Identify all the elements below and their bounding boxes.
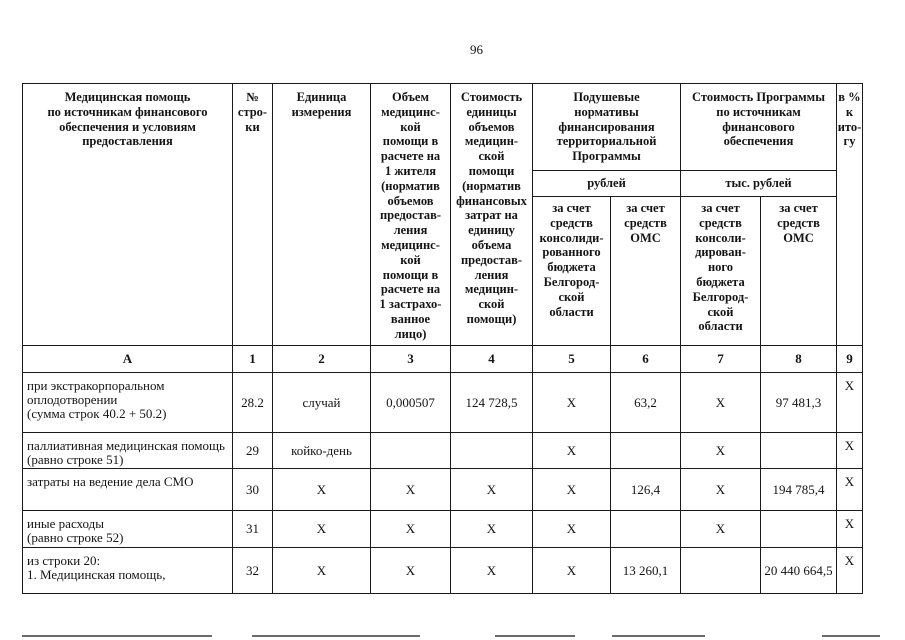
header-volume: Объем медицинс- кой помощи в расчете на 1 жителя (норматив объемов предостав- ления медицинс- кой помощи в расчете на 1 застрахо- ванное лицо) bbox=[371, 84, 451, 346]
row-per-capita-budget: Х bbox=[533, 511, 611, 548]
column-number-row bbox=[23, 346, 863, 373]
scan-edge-line bbox=[822, 635, 880, 637]
header-program-cost: Стоимость Программы по источникам финансового обеспечения bbox=[681, 84, 837, 171]
row-percent-total: Х bbox=[837, 511, 863, 548]
header-program-cost-unit: тыс. рублей bbox=[681, 171, 837, 197]
header-line-number: № стро- ки bbox=[233, 84, 273, 346]
row-label: паллиативная медицинская помощь (равно строке 51) bbox=[23, 433, 233, 469]
row-line-number: 32 bbox=[233, 548, 273, 594]
row-percent-total: Х bbox=[837, 548, 863, 594]
row-cost-oms: 20 440 664,5 bbox=[761, 548, 837, 594]
header-care-type: Медицинская помощь по источникам финансового обеспечения и условиям предоставления bbox=[23, 84, 233, 346]
header-per-capita-oms: за счет средств ОМС bbox=[611, 197, 681, 346]
page-number: 96 bbox=[470, 42, 483, 57]
row-per-capita-oms: 13 260,1 bbox=[611, 548, 681, 594]
row-unit: случай bbox=[273, 373, 371, 433]
financing-table bbox=[22, 83, 863, 594]
row-per-capita-oms bbox=[611, 433, 681, 469]
row-cost-budget: Х bbox=[681, 469, 761, 511]
row-unit: койко-день bbox=[273, 433, 371, 469]
column-number: 9 bbox=[837, 346, 863, 373]
row-volume bbox=[371, 433, 451, 469]
header-row bbox=[23, 84, 863, 171]
table-row bbox=[23, 373, 863, 433]
row-label: при экстракорпоральном оплодотворении (сумма строк 40.2 + 50.2) bbox=[23, 373, 233, 433]
row-volume: Х bbox=[371, 548, 451, 594]
header-per-capita: Подушевые нормативы финансирования территориальной Программы bbox=[533, 84, 681, 171]
table-row bbox=[23, 469, 863, 511]
row-cost-budget: Х bbox=[681, 373, 761, 433]
row-label: затраты на ведение дела СМО bbox=[23, 469, 233, 511]
row-cost-budget bbox=[681, 548, 761, 594]
row-line-number: 29 bbox=[233, 433, 273, 469]
column-number: 6 bbox=[611, 346, 681, 373]
header-cost-budget: за счет средств консоли- дирован- ного бюджета Белгород- ской области bbox=[681, 197, 761, 346]
row-line-number: 30 bbox=[233, 469, 273, 511]
column-number: 4 bbox=[451, 346, 533, 373]
row-cost-oms bbox=[761, 433, 837, 469]
row-unit: Х bbox=[273, 548, 371, 594]
row-per-capita-budget: Х bbox=[533, 469, 611, 511]
column-number: 8 bbox=[761, 346, 837, 373]
row-cost-oms: 97 481,3 bbox=[761, 373, 837, 433]
scan-edge-line bbox=[22, 635, 212, 637]
row-percent-total: Х bbox=[837, 469, 863, 511]
row-per-capita-oms bbox=[611, 511, 681, 548]
table-row bbox=[23, 548, 863, 594]
column-number: 3 bbox=[371, 346, 451, 373]
header-percent-total: в % к ито- гу bbox=[837, 84, 863, 346]
header-per-capita-unit: рублей bbox=[533, 171, 681, 197]
row-volume: Х bbox=[371, 469, 451, 511]
row-unit-cost: Х bbox=[451, 469, 533, 511]
column-number: А bbox=[23, 346, 233, 373]
column-number: 1 bbox=[233, 346, 273, 373]
row-percent-total: Х bbox=[837, 433, 863, 469]
row-volume: Х bbox=[371, 511, 451, 548]
row-cost-budget: Х bbox=[681, 433, 761, 469]
row-per-capita-oms: 126,4 bbox=[611, 469, 681, 511]
row-unit-cost: Х bbox=[451, 548, 533, 594]
row-unit-cost bbox=[451, 433, 533, 469]
row-cost-budget: Х bbox=[681, 511, 761, 548]
row-label: иные расходы (равно строке 52) bbox=[23, 511, 233, 548]
header-cost-oms: за счет средств ОМС bbox=[761, 197, 837, 346]
row-percent-total: Х bbox=[837, 373, 863, 433]
row-line-number: 31 bbox=[233, 511, 273, 548]
table-row bbox=[23, 511, 863, 548]
row-per-capita-oms: 63,2 bbox=[611, 373, 681, 433]
column-number: 5 bbox=[533, 346, 611, 373]
row-cost-oms: 194 785,4 bbox=[761, 469, 837, 511]
row-unit: Х bbox=[273, 469, 371, 511]
scan-edge-line bbox=[252, 635, 420, 637]
row-cost-oms bbox=[761, 511, 837, 548]
row-unit-cost: Х bbox=[451, 511, 533, 548]
row-line-number: 28.2 bbox=[233, 373, 273, 433]
scan-edge-line bbox=[612, 635, 705, 637]
scan-edge-line bbox=[495, 635, 575, 637]
header-unit: Единица измерения bbox=[273, 84, 371, 346]
column-number: 2 bbox=[273, 346, 371, 373]
header-unit-cost: Стоимость единицы объемов медицин- ской помощи (норматив финансовых затрат на единицу объема предостав- ления медицин- ской помощи) bbox=[451, 84, 533, 346]
row-per-capita-budget: Х bbox=[533, 548, 611, 594]
column-number: 7 bbox=[681, 346, 761, 373]
row-volume: 0,000507 bbox=[371, 373, 451, 433]
row-unit: Х bbox=[273, 511, 371, 548]
table-row bbox=[23, 433, 863, 469]
row-per-capita-budget: Х bbox=[533, 373, 611, 433]
row-per-capita-budget: Х bbox=[533, 433, 611, 469]
row-unit-cost: 124 728,5 bbox=[451, 373, 533, 433]
header-per-capita-budget: за счет средств консолиди- рованного бюджета Белгород- ской области bbox=[533, 197, 611, 346]
row-label: из строки 20: 1. Медицинская помощь, bbox=[23, 548, 233, 594]
